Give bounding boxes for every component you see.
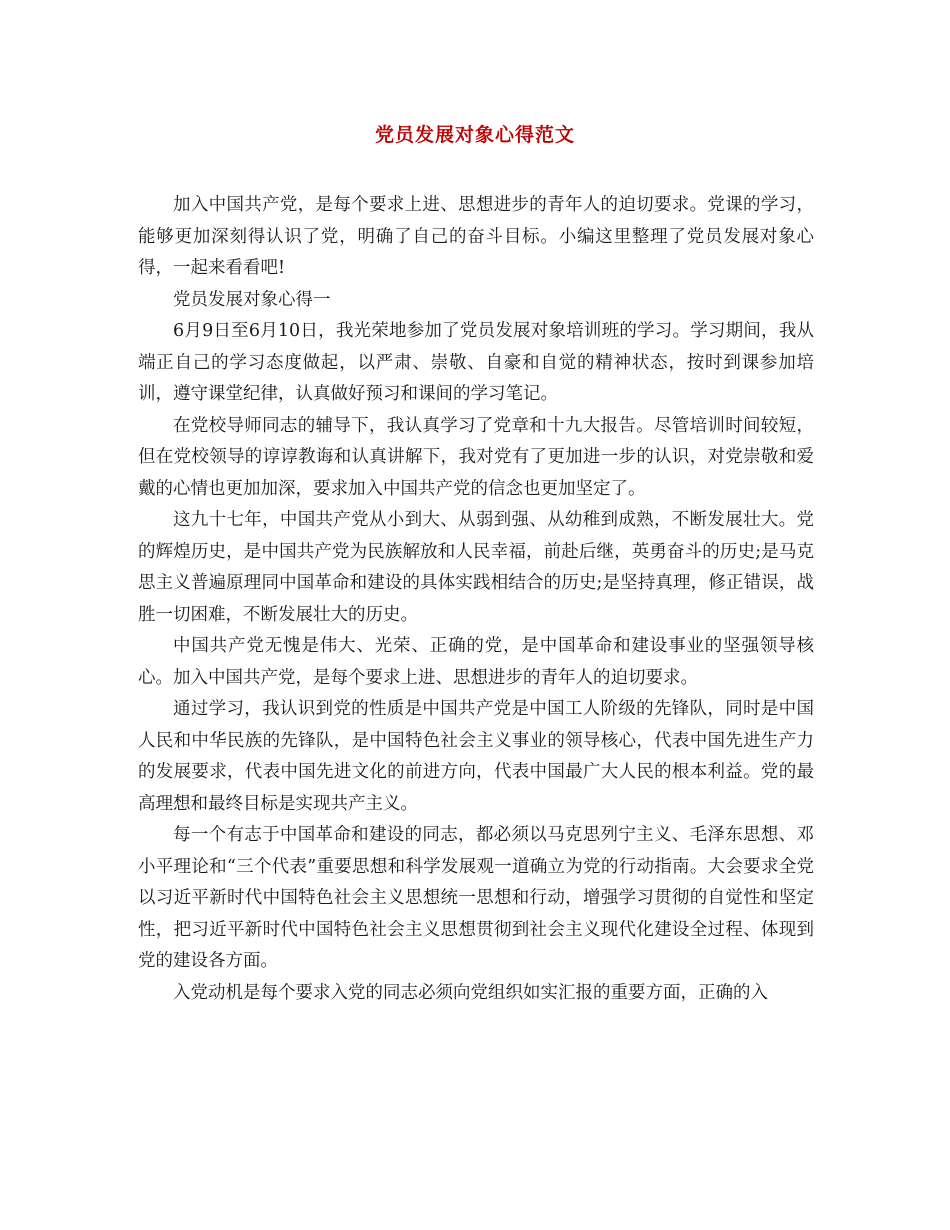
section-heading: 党员发展对象心得一 (173, 289, 331, 310)
paragraph: 6月9日至6月10日，我光荣地参加了党员发展对象培训班的学习。学习期间，我从端正自己的学习态度做起，以严肃、崇敬、自豪和自觉的精神状态，按时到课参加培训，遵守课堂纪律，认真做好预习和课间的学习笔记。 (138, 321, 814, 404)
paragraph: 这九十七年，中国共产党从小到大、从弱到强、从幼稚到成熟，不断发展壮大。党的辉煌历史，是中国共产党为民族解放和人民幸福，前赴后继，英勇奋斗的历史;是马克思主义普遍原理同中国革命和建设的具体实践相结合的历史;是坚持真理，修正错误，战胜一切困难，不断发展壮大的历史。 (138, 510, 814, 625)
paragraph: 中国共产党无愧是伟大、光荣、正确的党，是中国革命和建设事业的坚强领导核心。加入中国共产党，是每个要求上进、思想进步的青年人的迫切要求。 (138, 636, 814, 688)
paragraph-truncated: 入党动机是每个要求入党的同志必须向党组织如实汇报的重要方面，正确的入 (173, 982, 768, 1003)
document-body (138, 190, 814, 1009)
paragraph: 通过学习，我认识到党的性质是中国共产党是中国工人阶级的先锋队，同时是中国人民和中华民族的先锋队，是中国特色社会主义事业的领导核心，代表中国先进生产力的发展要求，代表中国先进文化的前进方向，代表中国最广大人民的根本利益。党的最高理想和最终目标是实现共产主义。 (138, 699, 814, 814)
paragraph-intro: 加入中国共产党，是每个要求上进、思想进步的青年人的迫切要求。党课的学习，能够更加深刻得认识了党，明确了自己的奋斗目标。小编这里整理了党员发展对象心得，一起来看看吧! (138, 195, 814, 278)
paragraph: 在党校导师同志的辅导下，我认真学习了党章和十九大报告。尽管培训时间较短，但在党校领导的谆谆教诲和认真讲解下，我对党有了更加进一步的认识，对党崇敬和爱戴的心情也更加加深，要求加入中国共产党的信念也更加坚定了。 (138, 415, 814, 499)
paragraph: 每一个有志于中国革命和建设的同志，都必须以马克思列宁主义、毛泽东思想、邓小平理论和“三个代表”重要思想和科学发展观一道确立为党的行动指南。大会要求全党以习近平新时代中国特色社会主义思想统一思想和行动，增强学习贯彻的自觉性和坚定性，把习近平新时代中国特色社会主义思想贯彻到社会主义现代化建设全过程、体现到党的建设各方面。 (138, 825, 814, 971)
page-title: 党员发展对象心得范文 (374, 124, 575, 146)
